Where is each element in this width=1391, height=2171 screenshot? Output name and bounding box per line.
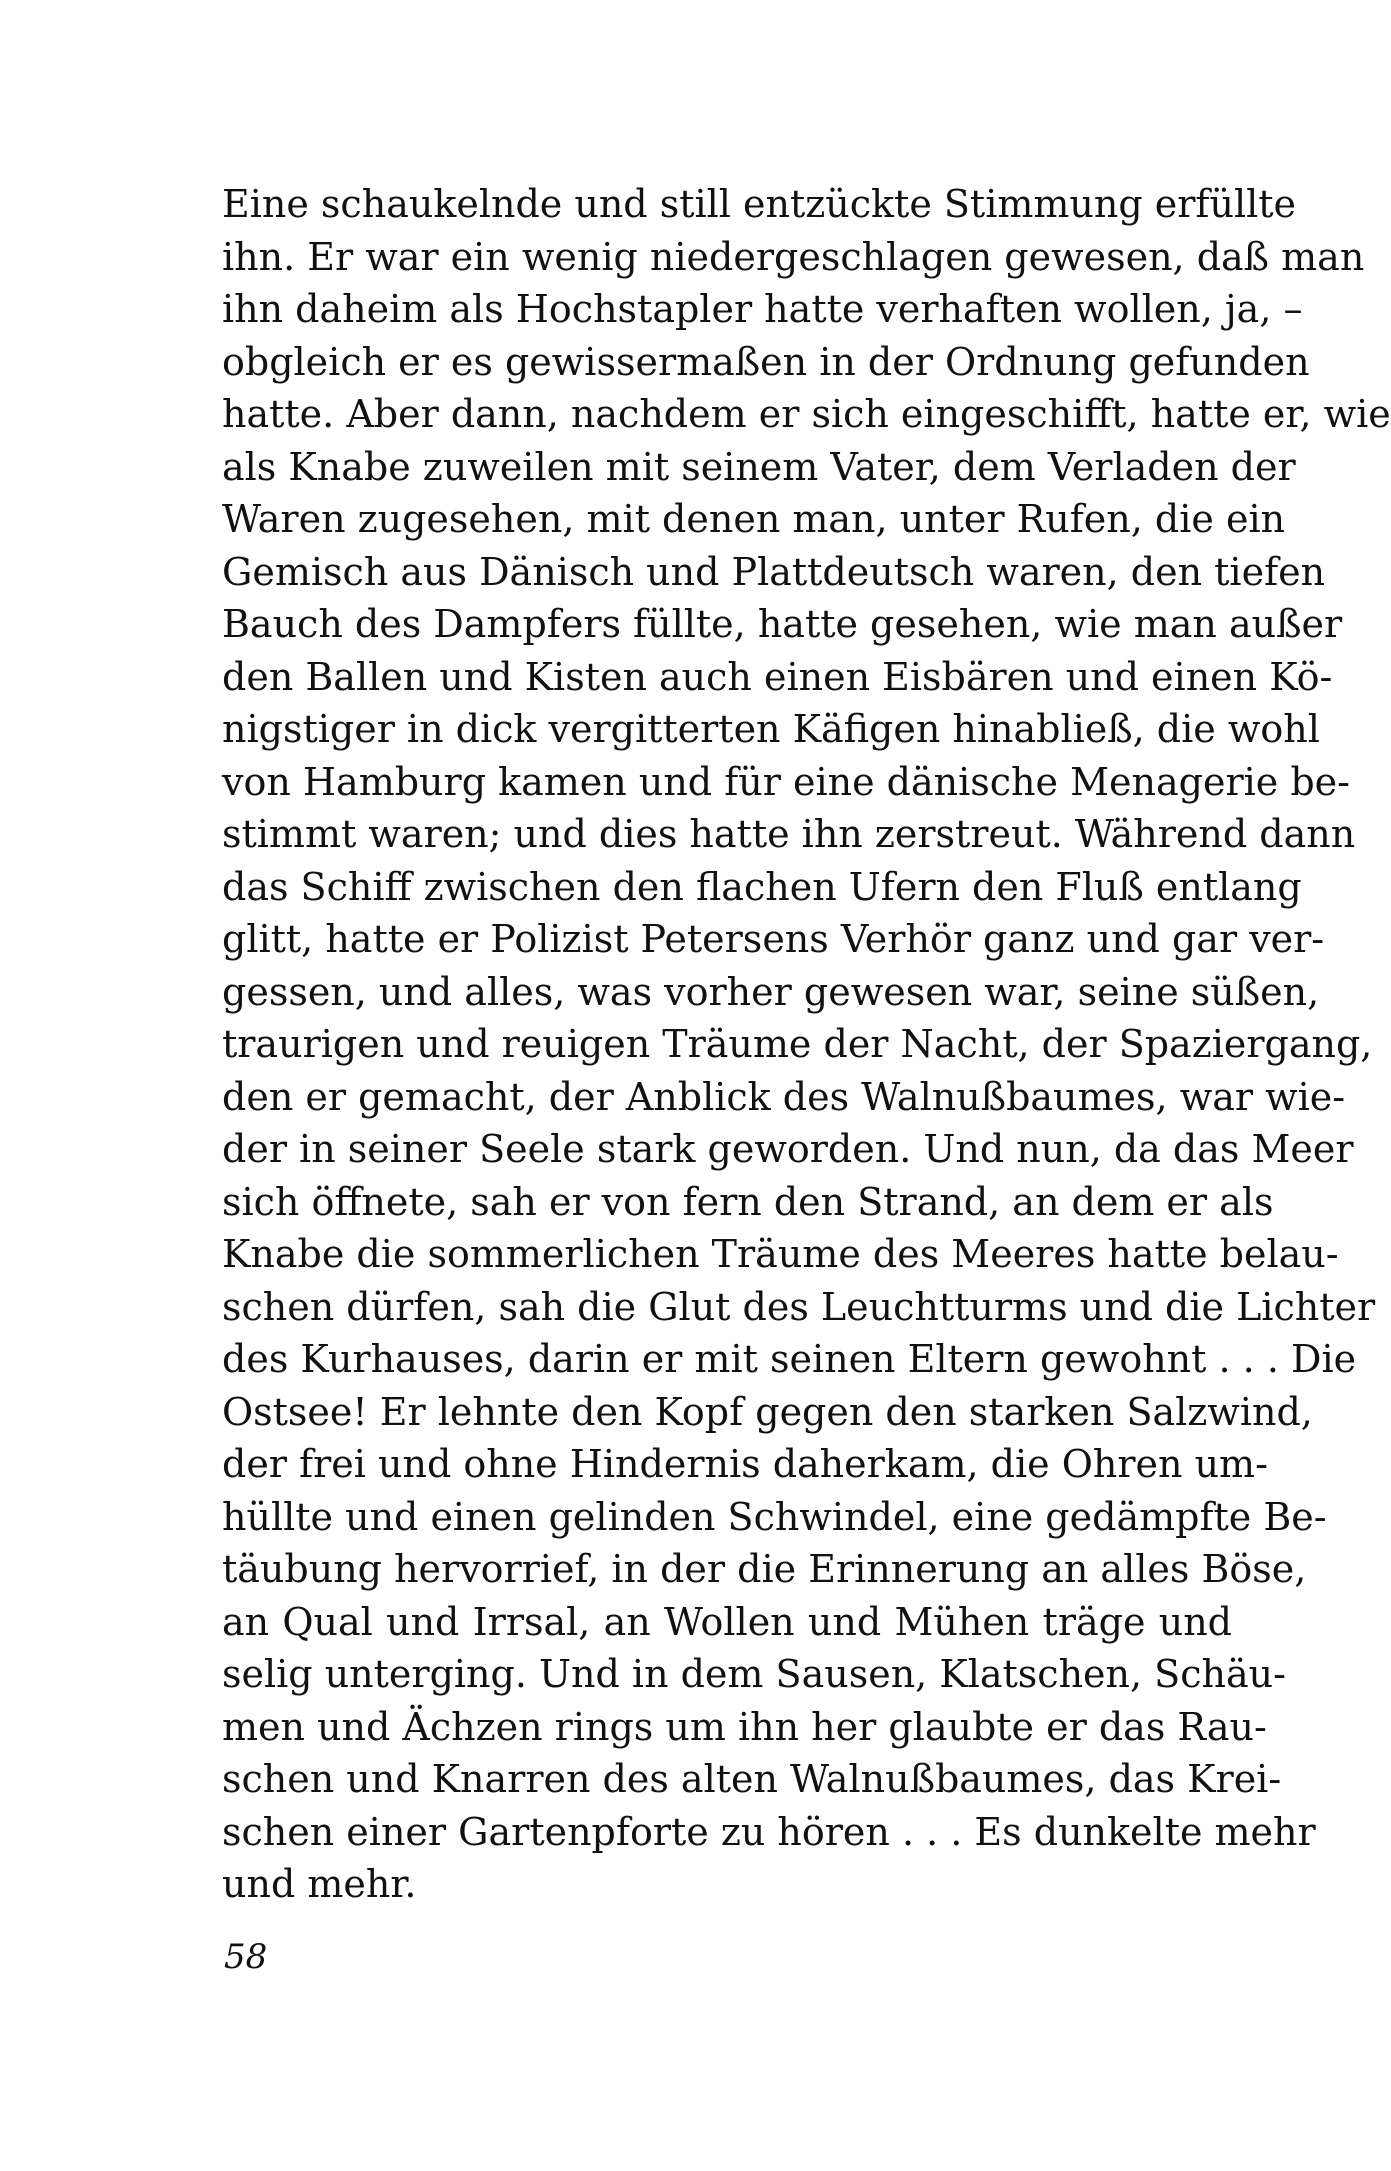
text-line: als Knabe zuweilen mit seinem Vater, dem Verladen der [222,444,1296,489]
text-line: hüllte und einen gelinden Schwindel, eine gedämpfte Be- [222,1494,1327,1539]
text-line: der frei und ohne Hindernis daherkam, die Ohren um- [222,1442,1268,1486]
text-line: Gemisch aus Dänisch und Plattdeutsch waren, den tiefen [222,549,1326,594]
text-line: hatte. Aber dann, nachdem er sich eingeschifft, hatte er, wie [222,392,1391,436]
text-line: schen einer Gartenpforte zu hören . . . Es dunkelte mehr [222,1809,1316,1854]
text-line: schen dürfen, sah die Glut des Leuchtturms und die Lichter [222,1284,1376,1329]
text-line: von Hamburg kamen und für eine dänische Menagerie be- [222,759,1350,804]
text-line: Knabe die sommerlichen Träume des Meeres hatte belau- [222,1232,1339,1276]
text-line: sich öffnete, sah er von fern den Strand, an dem er als [222,1179,1274,1224]
text-line: stimmt waren; und dies hatte ihn zerstreut. Während dann [222,812,1356,856]
text-line: Eine schaukelnde und still entzückte Stimmung erfüllte [222,182,1297,226]
text-line: nigstiger in dick vergitterten Käfigen hinabließ, die wohl [222,707,1320,751]
text-line: täubung hervorrief, in der die Erinnerung an alles Böse, [222,1547,1307,1591]
text-line: den Ballen und Kisten auch einen Eisbären und einen Kö- [222,654,1333,699]
text-line: glitt, hatte er Polizist Petersens Verhör ganz und gar ver- [222,917,1325,961]
text-line: Ostsee! Er lehnte den Kopf gegen den starken Salzwind, [222,1389,1313,1434]
text-line: und mehr. [222,1862,417,1906]
page-number: 58 [224,1937,268,1977]
text-line: Bauch des Dampfers füllte, hatte gesehen, wie man außer [222,602,1343,646]
text-line: men und Ächzen rings um ihn her glaubte er das Rau- [222,1704,1267,1749]
text-line: des Kurhauses, darin er mit seinen Eltern gewohnt . . . Die [222,1337,1357,1381]
text-line: Waren zugesehen, mit denen man, unter Rufen, die ein [222,497,1286,541]
text-line: schen und Knarren des alten Walnußbaumes, das Krei- [222,1757,1282,1801]
text-line: traurigen und reuigen Träume der Nacht, der Spaziergang, [222,1022,1373,1066]
text-line: ihn. Er war ein wenig niedergeschlagen gewesen, daß man [222,234,1365,279]
text-line: obgleich er es gewissermaßen in der Ordnung gefunden [222,339,1310,384]
text-line: der in seiner Seele stark geworden. Und nun, da das Meer [222,1127,1354,1171]
text-line: gessen, und alles, was vorher gewesen war, seine süßen, [222,969,1320,1014]
text-line: das Schiff zwischen den flachen Ufern den Fluß entlang [222,864,1302,909]
text-line: selig unterging. Und in dem Sausen, Klatschen, Schäu- [222,1652,1286,1696]
text-line: ihn daheim als Hochstapler hatte verhaften wollen, ja, – [222,287,1303,331]
text-line: an Qual und Irrsal, an Wollen und Mühen träge und [222,1599,1232,1644]
body-text [222,178,1391,1911]
text-line: den er gemacht, der Anblick des Walnußbaumes, war wie- [222,1074,1346,1119]
